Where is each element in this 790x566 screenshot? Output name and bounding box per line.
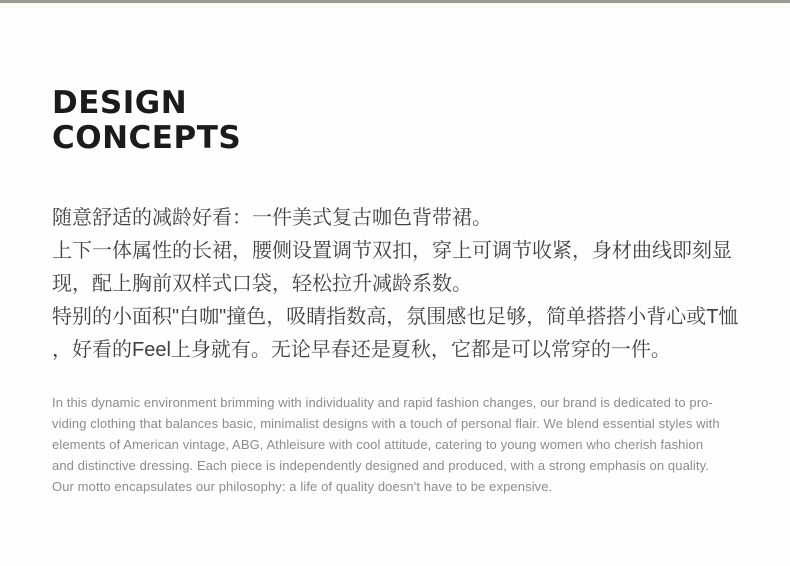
page-title — [52, 86, 750, 156]
english-line-5: Our motto encapsulates our philosophy: a life of quality doesn't have to be expensive. — [52, 479, 553, 494]
chinese-line-1: 随意舒适的减龄好看：一件美式复古咖色背带裙。 — [52, 207, 492, 229]
title-line-1: DESIGN — [52, 85, 188, 121]
chinese-line-3: 现，配上胸前双样式口袋，轻松拉升减龄系数。 — [52, 273, 472, 295]
english-line-4: and distinctive dressing. Each piece is independently designed and produced, with a strong emphasis on quality. — [52, 458, 709, 473]
content-area — [52, 0, 750, 497]
english-line-3: elements of American vintage, ABG, Athleisure with cool attitude, catering to young women who cherish fashion — [52, 437, 704, 452]
english-line-2: viding clothing that balances basic, minimalist designs with a touch of personal flair. We blend essential styles with — [52, 416, 720, 431]
english-description — [52, 392, 750, 497]
chinese-line-2: 上下一体属性的长裙，腰侧设置调节双扣，穿上可调节收紧，身材曲线即刻显 — [52, 240, 732, 262]
chinese-line-5: ，好看的Feel上身就有。无论早春还是夏秋，它都是可以常穿的一件。 — [52, 339, 671, 361]
chinese-line-4: 特别的小面积"白咖"撞色，吸睛指数高，氛围感也足够，简单搭搭小背心或T恤 — [52, 306, 739, 328]
chinese-description — [52, 202, 750, 367]
english-line-1: In this dynamic environment brimming with individuality and rapid fashion changes, our brand is dedicated to pro- — [52, 395, 713, 410]
title-line-2: CONCEPTS — [52, 120, 242, 156]
